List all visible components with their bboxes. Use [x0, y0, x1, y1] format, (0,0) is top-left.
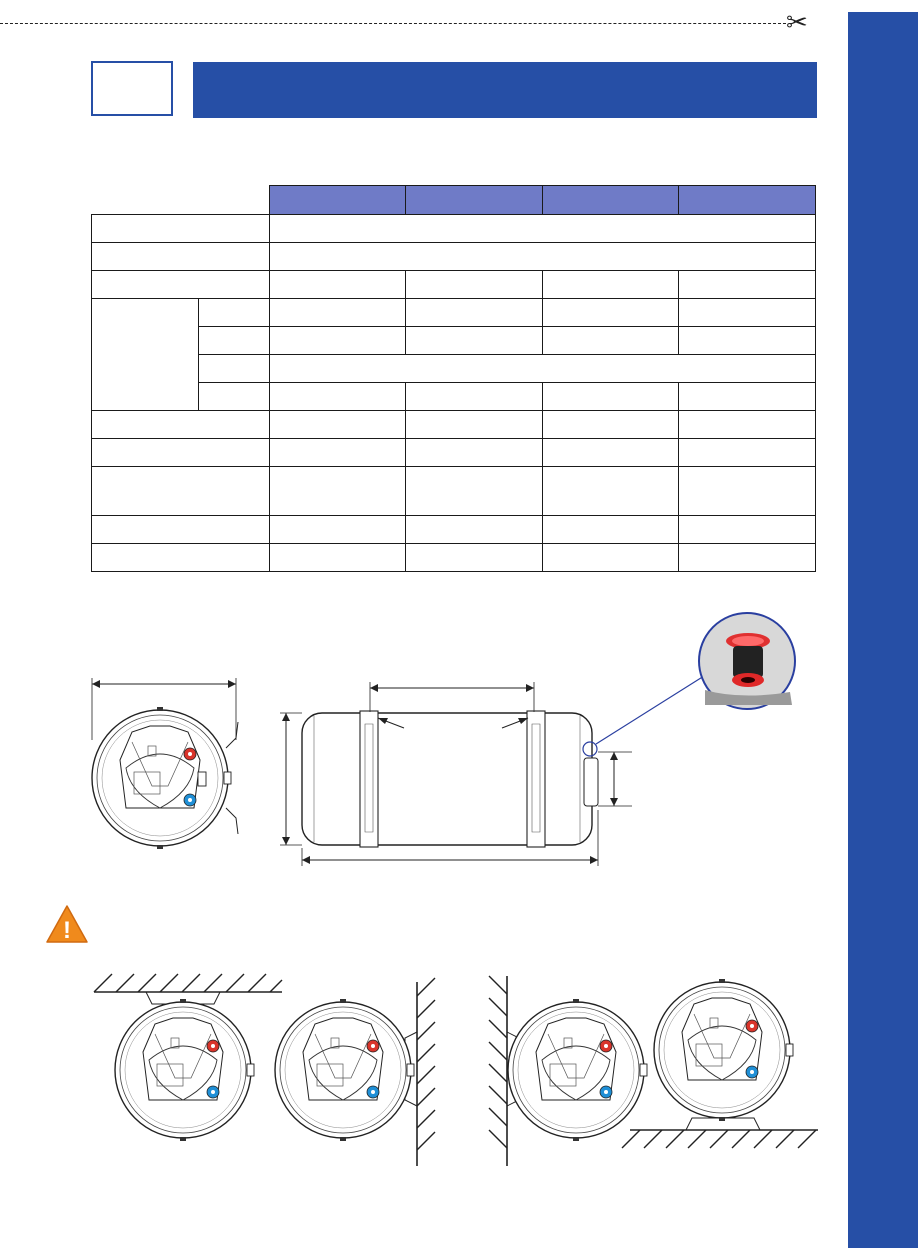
section-number-box — [91, 61, 173, 116]
header-cell — [406, 186, 543, 215]
spec-table — [91, 185, 816, 572]
table-row — [92, 327, 816, 355]
detail-magnifier — [699, 613, 795, 709]
table-row — [92, 243, 816, 271]
table-row — [92, 355, 816, 383]
table-row — [92, 299, 816, 327]
cut-line — [0, 23, 786, 24]
table-row — [92, 411, 816, 439]
table-row — [92, 271, 816, 299]
header-cell — [270, 186, 406, 215]
tank-front-view — [92, 678, 238, 849]
table-row — [92, 544, 816, 572]
warning-icon-glyph: ! — [63, 917, 71, 944]
warning-icon — [45, 904, 89, 949]
mount-left-wall — [489, 976, 647, 1166]
side-tab — [848, 12, 918, 1248]
scissors-icon: ✂ — [786, 8, 808, 38]
header-cell — [543, 186, 679, 215]
table-row — [92, 439, 816, 467]
mount-right-wall — [275, 978, 435, 1166]
table-row — [92, 467, 816, 516]
table-row — [92, 383, 816, 411]
table-row — [92, 516, 816, 544]
table-header-row — [92, 186, 816, 215]
table-row — [92, 215, 816, 243]
mount-floor — [622, 979, 818, 1148]
mount-ceiling — [94, 974, 282, 1141]
tank-side-view — [280, 676, 704, 866]
section-title-bar — [193, 62, 817, 118]
header-cell — [679, 186, 816, 215]
